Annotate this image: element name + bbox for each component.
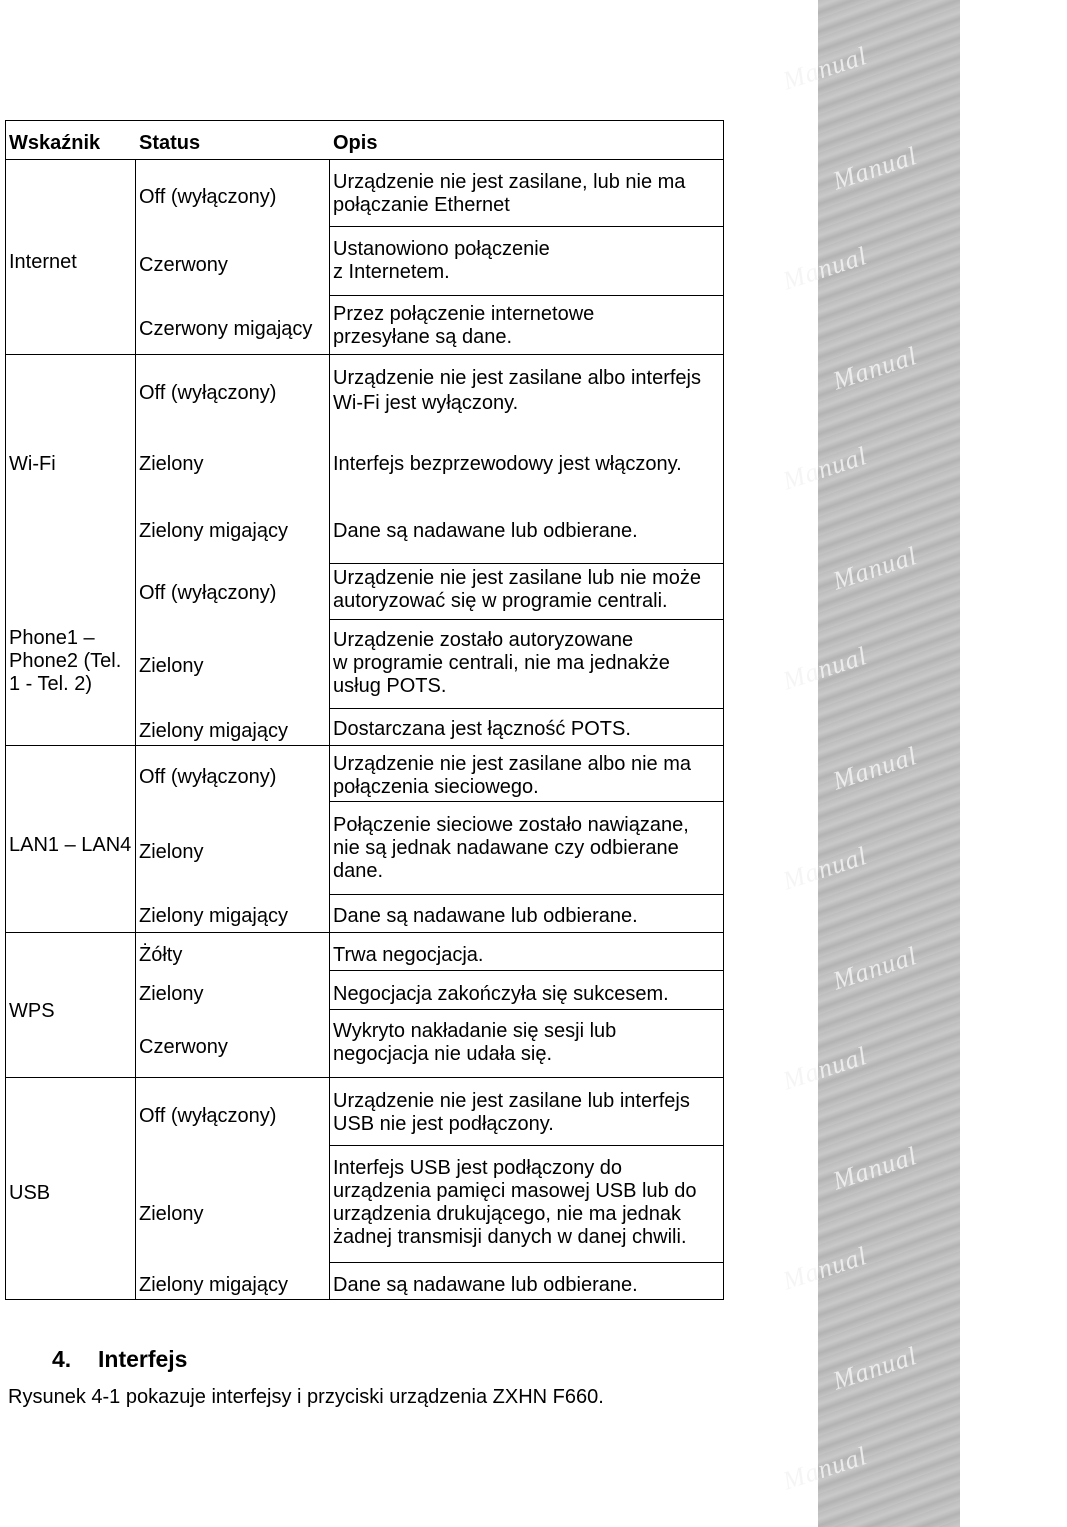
row-separator (329, 1009, 724, 1010)
description-cell: Urządzenie nie jest zasilane albo interfejs (333, 367, 701, 389)
section-title: Interfejs (98, 1346, 188, 1372)
watermark-text: Manual (829, 1340, 921, 1396)
status-cell: Off (wyłączony) (139, 766, 277, 788)
indicator-phone: Phone1 – (9, 627, 95, 649)
status-cell: Zielony migający (139, 520, 288, 542)
watermark-text: Manual (829, 740, 921, 796)
status-cell: Zielony (139, 983, 204, 1005)
description-cell: Urządzenie nie jest zasilane, lub nie ma (333, 171, 686, 193)
header-status: Status (139, 132, 201, 154)
row-separator (329, 708, 724, 709)
indicator-usb: USB (9, 1182, 51, 1204)
watermark-text: Manual (829, 1140, 921, 1196)
watermark-text: Manual (779, 840, 871, 896)
row-separator (5, 745, 724, 746)
indicator-phone: Phone2 (Tel. (9, 650, 122, 672)
description-cell: przesyłane są dane. (333, 326, 513, 348)
row-separator (329, 1262, 724, 1263)
row-separator (329, 619, 724, 620)
watermark-text: Manual (829, 940, 921, 996)
status-cell: Off (wyłączony) (139, 382, 277, 404)
section-number: 4. (52, 1346, 72, 1372)
row-separator (329, 226, 724, 227)
status-cell: Zielony (139, 453, 204, 475)
header-description: Opis (333, 132, 378, 154)
table-divider-status (135, 160, 136, 1300)
description-cell: Wykryto nakładanie się sesji lub (333, 1020, 617, 1042)
watermark-text: Manual (829, 340, 921, 396)
description-cell: dane. (333, 860, 384, 882)
description-cell: nie są jednak nadawane czy odbierane (333, 837, 679, 859)
row-separator (5, 932, 724, 933)
table-border-bottom (5, 1299, 724, 1300)
status-cell: Zielony migający (139, 1274, 288, 1296)
description-cell: Dane są nadawane lub odbierane. (333, 905, 638, 927)
indicator-wifi: Wi-Fi (9, 453, 56, 475)
watermark-text: Manual (779, 1040, 871, 1096)
description-cell: w programie centrali, nie ma jednakże (333, 652, 670, 674)
indicator-wps: WPS (9, 1000, 55, 1022)
row-separator (329, 1145, 724, 1146)
description-cell: połączanie Ethernet (333, 194, 510, 216)
description-cell: Interfejs bezprzewodowy jest włączony. (333, 453, 682, 475)
status-cell: Czerwony migający (139, 318, 313, 340)
description-cell: Negocjacja zakończyła się sukcesem. (333, 983, 669, 1005)
description-cell: urządzenia drukującego, nie ma jednak (333, 1203, 681, 1225)
description-cell: Dane są nadawane lub odbierane. (333, 520, 638, 542)
table-border-top (5, 120, 724, 121)
description-cell: żadnej transmisji danych w danej chwili. (333, 1226, 687, 1248)
status-cell: Zielony migający (139, 905, 288, 927)
description-cell: Urządzenie nie jest zasilane lub interfejs (333, 1090, 690, 1112)
description-cell: Trwa negocjacja. (333, 944, 484, 966)
status-cell: Czerwony (139, 254, 228, 276)
row-separator (329, 563, 724, 564)
table-border-right (723, 120, 724, 1300)
description-cell: Połączenie sieciowe zostało nawiązane, (333, 814, 689, 836)
row-separator (5, 1077, 724, 1078)
description-cell: Dane są nadawane lub odbierane. (333, 1274, 638, 1296)
status-cell: Off (wyłączony) (139, 186, 277, 208)
description-cell: autoryzować się w programie centrali. (333, 590, 668, 612)
watermark-text: Manual (829, 140, 921, 196)
description-cell: Interfejs USB jest podłączony do (333, 1157, 623, 1179)
description-cell: usług POTS. (333, 675, 447, 697)
watermark-text: Manual (779, 240, 871, 296)
row-separator (5, 354, 724, 355)
watermark-text: Manual (779, 40, 871, 96)
header-bottom-line (5, 159, 724, 160)
watermark-text: Manual (779, 1240, 871, 1296)
watermark-text: Manual (779, 640, 871, 696)
section-heading (52, 1346, 187, 1373)
status-cell: Czerwony (139, 1036, 228, 1058)
status-cell: Off (wyłączony) (139, 1105, 277, 1127)
description-cell: Przez połączenie internetowe (333, 303, 595, 325)
indicator-lan: LAN1 – LAN4 (9, 834, 132, 856)
row-separator (329, 894, 724, 895)
watermark-text: Manual (779, 1440, 871, 1496)
status-cell: Zielony migający (139, 720, 288, 742)
description-cell: negocjacja nie udała się. (333, 1043, 553, 1065)
status-cell: Zielony (139, 841, 204, 863)
status-cell: Żółty (139, 944, 183, 966)
indicator-internet: Internet (9, 251, 77, 273)
description-cell: połączenia sieciowego. (333, 776, 539, 798)
status-cell: Off (wyłączony) (139, 582, 277, 604)
watermark-text: Manual (779, 440, 871, 496)
row-separator (329, 295, 724, 296)
description-cell: urządzenia pamięci masowej USB lub do (333, 1180, 697, 1202)
body-paragraph: Rysunek 4-1 pokazuje interfejsy i przyciski urządzenia ZXHN F660. (8, 1386, 604, 1408)
header-indicator: Wskaźnik (9, 132, 101, 154)
description-cell: Dostarczana jest łączność POTS. (333, 718, 631, 740)
row-separator (329, 801, 724, 802)
status-cell: Zielony (139, 655, 204, 677)
table-border-left (5, 120, 6, 1300)
table-divider-description (329, 160, 330, 1300)
indicator-phone: 1 - Tel. 2) (9, 673, 92, 695)
row-separator (329, 970, 724, 971)
description-cell: Urządzenie zostało autoryzowane (333, 629, 634, 651)
status-cell: Zielony (139, 1203, 204, 1225)
description-cell: Ustanowiono połączenie (333, 238, 550, 260)
description-cell: Urządzenie nie jest zasilane albo nie ma (333, 753, 691, 775)
watermark-text: Manual (829, 540, 921, 596)
description-cell: Urządzenie nie jest zasilane lub nie może (333, 567, 701, 589)
description-cell: Wi-Fi jest wyłączony. (333, 392, 519, 414)
description-cell: USB nie jest podłączony. (333, 1113, 554, 1135)
description-cell: z Internetem. (333, 261, 450, 283)
